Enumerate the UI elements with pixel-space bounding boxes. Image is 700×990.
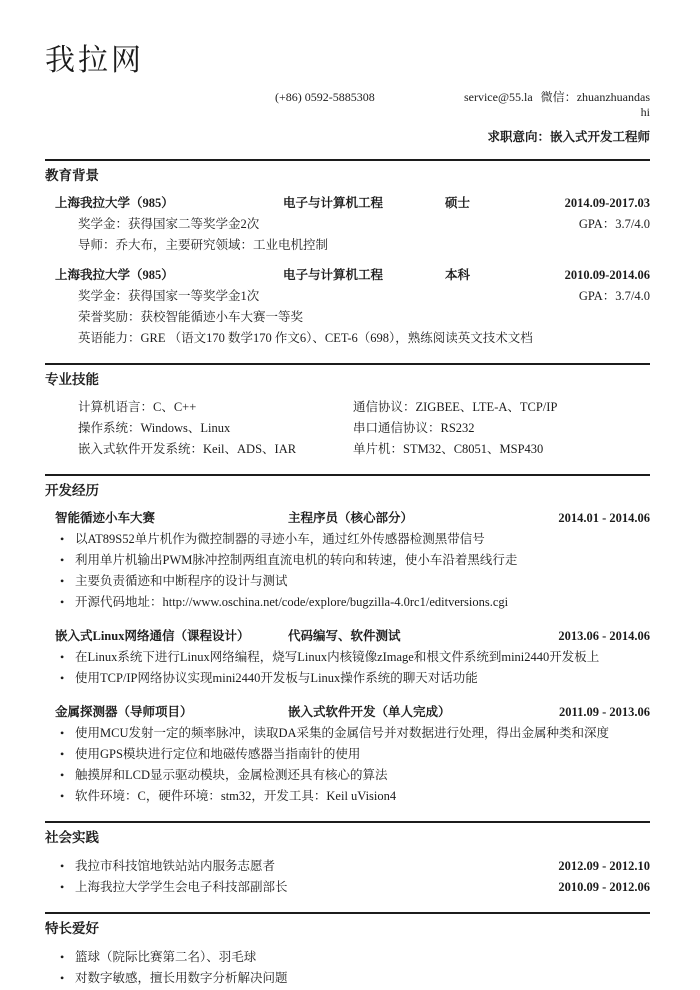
hobby-item-text: 篮球（院际比赛第二名）、羽毛球	[75, 950, 257, 964]
edu-school: 上海我拉大学（985）	[55, 268, 174, 282]
bullet-dot-icon	[60, 968, 75, 989]
bullet-text: 触摸屏和LCD显示驱动模块，金属检测还具有核心的算法	[75, 768, 388, 782]
project-bullet	[45, 571, 650, 592]
skill-item: 单片机：STM32、C8051、MSP430	[353, 442, 544, 456]
project-entry	[45, 508, 650, 613]
hobby-item-text: 对数字敏感，擅长用数字分析解决问题	[75, 971, 288, 985]
project-title: 嵌入式Linux网络通信（课程设计）	[55, 629, 250, 643]
bullet-dot-icon	[60, 765, 75, 786]
hobby-item	[45, 968, 650, 989]
contact-right-block	[460, 90, 650, 120]
project-bullet	[45, 744, 650, 765]
edu-detail-text: 奖学金：获得国家一等奖学金1次	[78, 289, 260, 303]
skills-heading: 专业技能	[45, 372, 99, 387]
edu-gpa: GPA：3.7/4.0	[578, 217, 650, 231]
social-item-text: 上海我拉大学学生会电子科技部副部长	[75, 880, 288, 894]
objective-value: 嵌入式开发工程师	[549, 130, 650, 144]
objective-label: 求职意向：	[487, 130, 550, 144]
bullet-text: 使用MCU发射一定的频率脉冲，读取DA采集的金属信号并对数据进行处理，得出金属种类和深度	[75, 726, 610, 740]
wechat-label: 微信：	[540, 90, 577, 104]
bullet-dot-icon	[60, 947, 75, 968]
bullet-text: 开源代码地址：http://www.oschina.net/code/explore/bugzilla-4.0rc1/editversions.cgi	[75, 595, 509, 609]
social-item	[45, 877, 650, 898]
bullet-text: 以AT89S52单片机作为微控制器的寻迹小车，通过红外传感器检测黑带信号	[75, 532, 485, 546]
bullet-text: 利用单片机输出PWM脉冲控制两组直流电机的转向和转速，使小车沿着黑线行走	[75, 553, 518, 567]
hobby-list	[45, 947, 650, 989]
edu-degree: 硕士	[445, 196, 471, 210]
bullet-dot-icon	[60, 647, 75, 668]
section-education	[45, 159, 650, 349]
email-address: service@55.la	[463, 90, 533, 104]
hobbies-heading: 特长爱好	[45, 921, 99, 936]
project-header	[45, 702, 650, 723]
project-bullet	[45, 668, 650, 689]
bullet-dot-icon	[60, 571, 75, 592]
section-skills	[45, 363, 650, 460]
project-role: 代码编写、软件测试	[288, 629, 401, 643]
project-dates: 2011.09 - 2013.06	[559, 705, 650, 719]
section-projects	[45, 474, 650, 807]
project-role: 嵌入式软件开发（单人完成）	[288, 705, 451, 719]
edu-detail-line	[45, 214, 650, 235]
bullet-dot-icon	[60, 668, 75, 689]
bullet-text: 使用TCP/IP网络协议实现mini2440开发板与Linux操作系统的聊天对话功能	[75, 671, 478, 685]
project-entry	[45, 626, 650, 689]
edu-detail-text: 奖学金：获得国家二等奖学金2次	[78, 217, 260, 231]
objective-row	[45, 129, 650, 145]
project-title: 金属探测器（导师项目）	[55, 705, 193, 719]
edu-degree: 本科	[445, 268, 471, 282]
bullet-text: 主要负责循迹和中断程序的设计与测试	[75, 574, 288, 588]
education-entry-header	[45, 193, 650, 214]
social-item-text: 我拉市科技馆地铁站站内服务志愿者	[75, 859, 276, 873]
edu-major: 电子与计算机工程	[283, 268, 384, 282]
project-bullet	[45, 786, 650, 807]
education-entry-header	[45, 265, 650, 286]
skill-item: 串口通信协议：RS232	[353, 421, 475, 435]
skill-item: 操作系统：Windows、Linux	[78, 421, 231, 435]
page-title: 我拉网	[45, 44, 144, 77]
bullet-dot-icon	[60, 877, 75, 898]
projects-heading: 开发经历	[45, 483, 99, 498]
edu-detail-line	[45, 235, 650, 256]
education-heading: 教育背景	[45, 168, 99, 183]
bullet-dot-icon	[60, 529, 75, 550]
edu-dates: 2010.09-2014.06	[564, 268, 650, 282]
project-entry	[45, 702, 650, 807]
skills-grid	[45, 397, 650, 460]
social-list	[45, 856, 650, 898]
edu-major: 电子与计算机工程	[283, 196, 384, 210]
skill-item: 计算机语言：C、C++	[78, 400, 197, 414]
bullet-text: 使用GPS模块进行定位和地磁传感器当指南针的使用	[75, 747, 361, 761]
skill-item: 通信协议：ZIGBEE、LTE-A、TCP/IP	[353, 400, 558, 414]
bullet-dot-icon	[60, 592, 75, 613]
phone-number: (+86) 0592-5885308	[275, 90, 375, 104]
social-item-dates: 2012.09 - 2012.10	[558, 859, 650, 873]
project-bullet	[45, 550, 650, 571]
section-social	[45, 821, 650, 898]
project-bullet	[45, 723, 650, 744]
social-item-dates: 2010.09 - 2012.06	[558, 880, 650, 894]
edu-dates: 2014.09-2017.03	[564, 196, 650, 210]
project-bullet	[45, 592, 650, 613]
edu-detail-line	[45, 286, 650, 307]
skill-item: 嵌入式软件开发系统：Keil、ADS、IAR	[78, 442, 297, 456]
bullet-dot-icon	[60, 550, 75, 571]
social-item	[45, 856, 650, 877]
edu-detail-line	[45, 328, 650, 349]
bullet-dot-icon	[60, 723, 75, 744]
edu-school: 上海我拉大学（985）	[55, 196, 174, 210]
project-bullet	[45, 765, 650, 786]
project-header	[45, 626, 650, 647]
project-title: 智能循迹小车大赛	[55, 511, 156, 525]
project-bullet	[45, 529, 650, 550]
project-role: 主程序员（核心部分）	[288, 511, 414, 525]
bullet-dot-icon	[60, 856, 75, 877]
edu-gpa: GPA：3.7/4.0	[578, 289, 650, 303]
project-dates: 2014.01 - 2014.06	[558, 511, 650, 525]
edu-detail-text: 荣誉奖励：获校智能循迹小车大赛一等奖	[78, 310, 304, 324]
edu-detail-text: 英语能力：GRE （语文170 数学170 作文6）、CET-6（698），熟练阅读英文技术文档	[78, 331, 533, 345]
section-hobbies	[45, 912, 650, 989]
bullet-dot-icon	[60, 786, 75, 807]
edu-detail-line	[45, 307, 650, 328]
education-entry	[45, 193, 650, 256]
bullet-dot-icon	[60, 744, 75, 765]
wechat-id: zhuanzhuandashi	[576, 90, 650, 119]
project-header	[45, 508, 650, 529]
project-dates: 2013.06 - 2014.06	[558, 629, 650, 643]
social-heading: 社会实践	[45, 830, 99, 845]
bullet-text: 软件环境：C，硬件环境：stm32，开发工具：Keil uVision4	[75, 789, 397, 803]
contact-row	[45, 90, 650, 120]
bullet-text: 在Linux系统下进行Linux网络编程，烧写Linux内核镜像zImage和根文件系统到mini2440开发板上	[75, 650, 600, 664]
education-entry	[45, 265, 650, 349]
edu-detail-text: 导师：乔大布，主要研究领域：工业电机控制	[78, 238, 329, 252]
project-bullet	[45, 647, 650, 668]
hobby-item	[45, 947, 650, 968]
